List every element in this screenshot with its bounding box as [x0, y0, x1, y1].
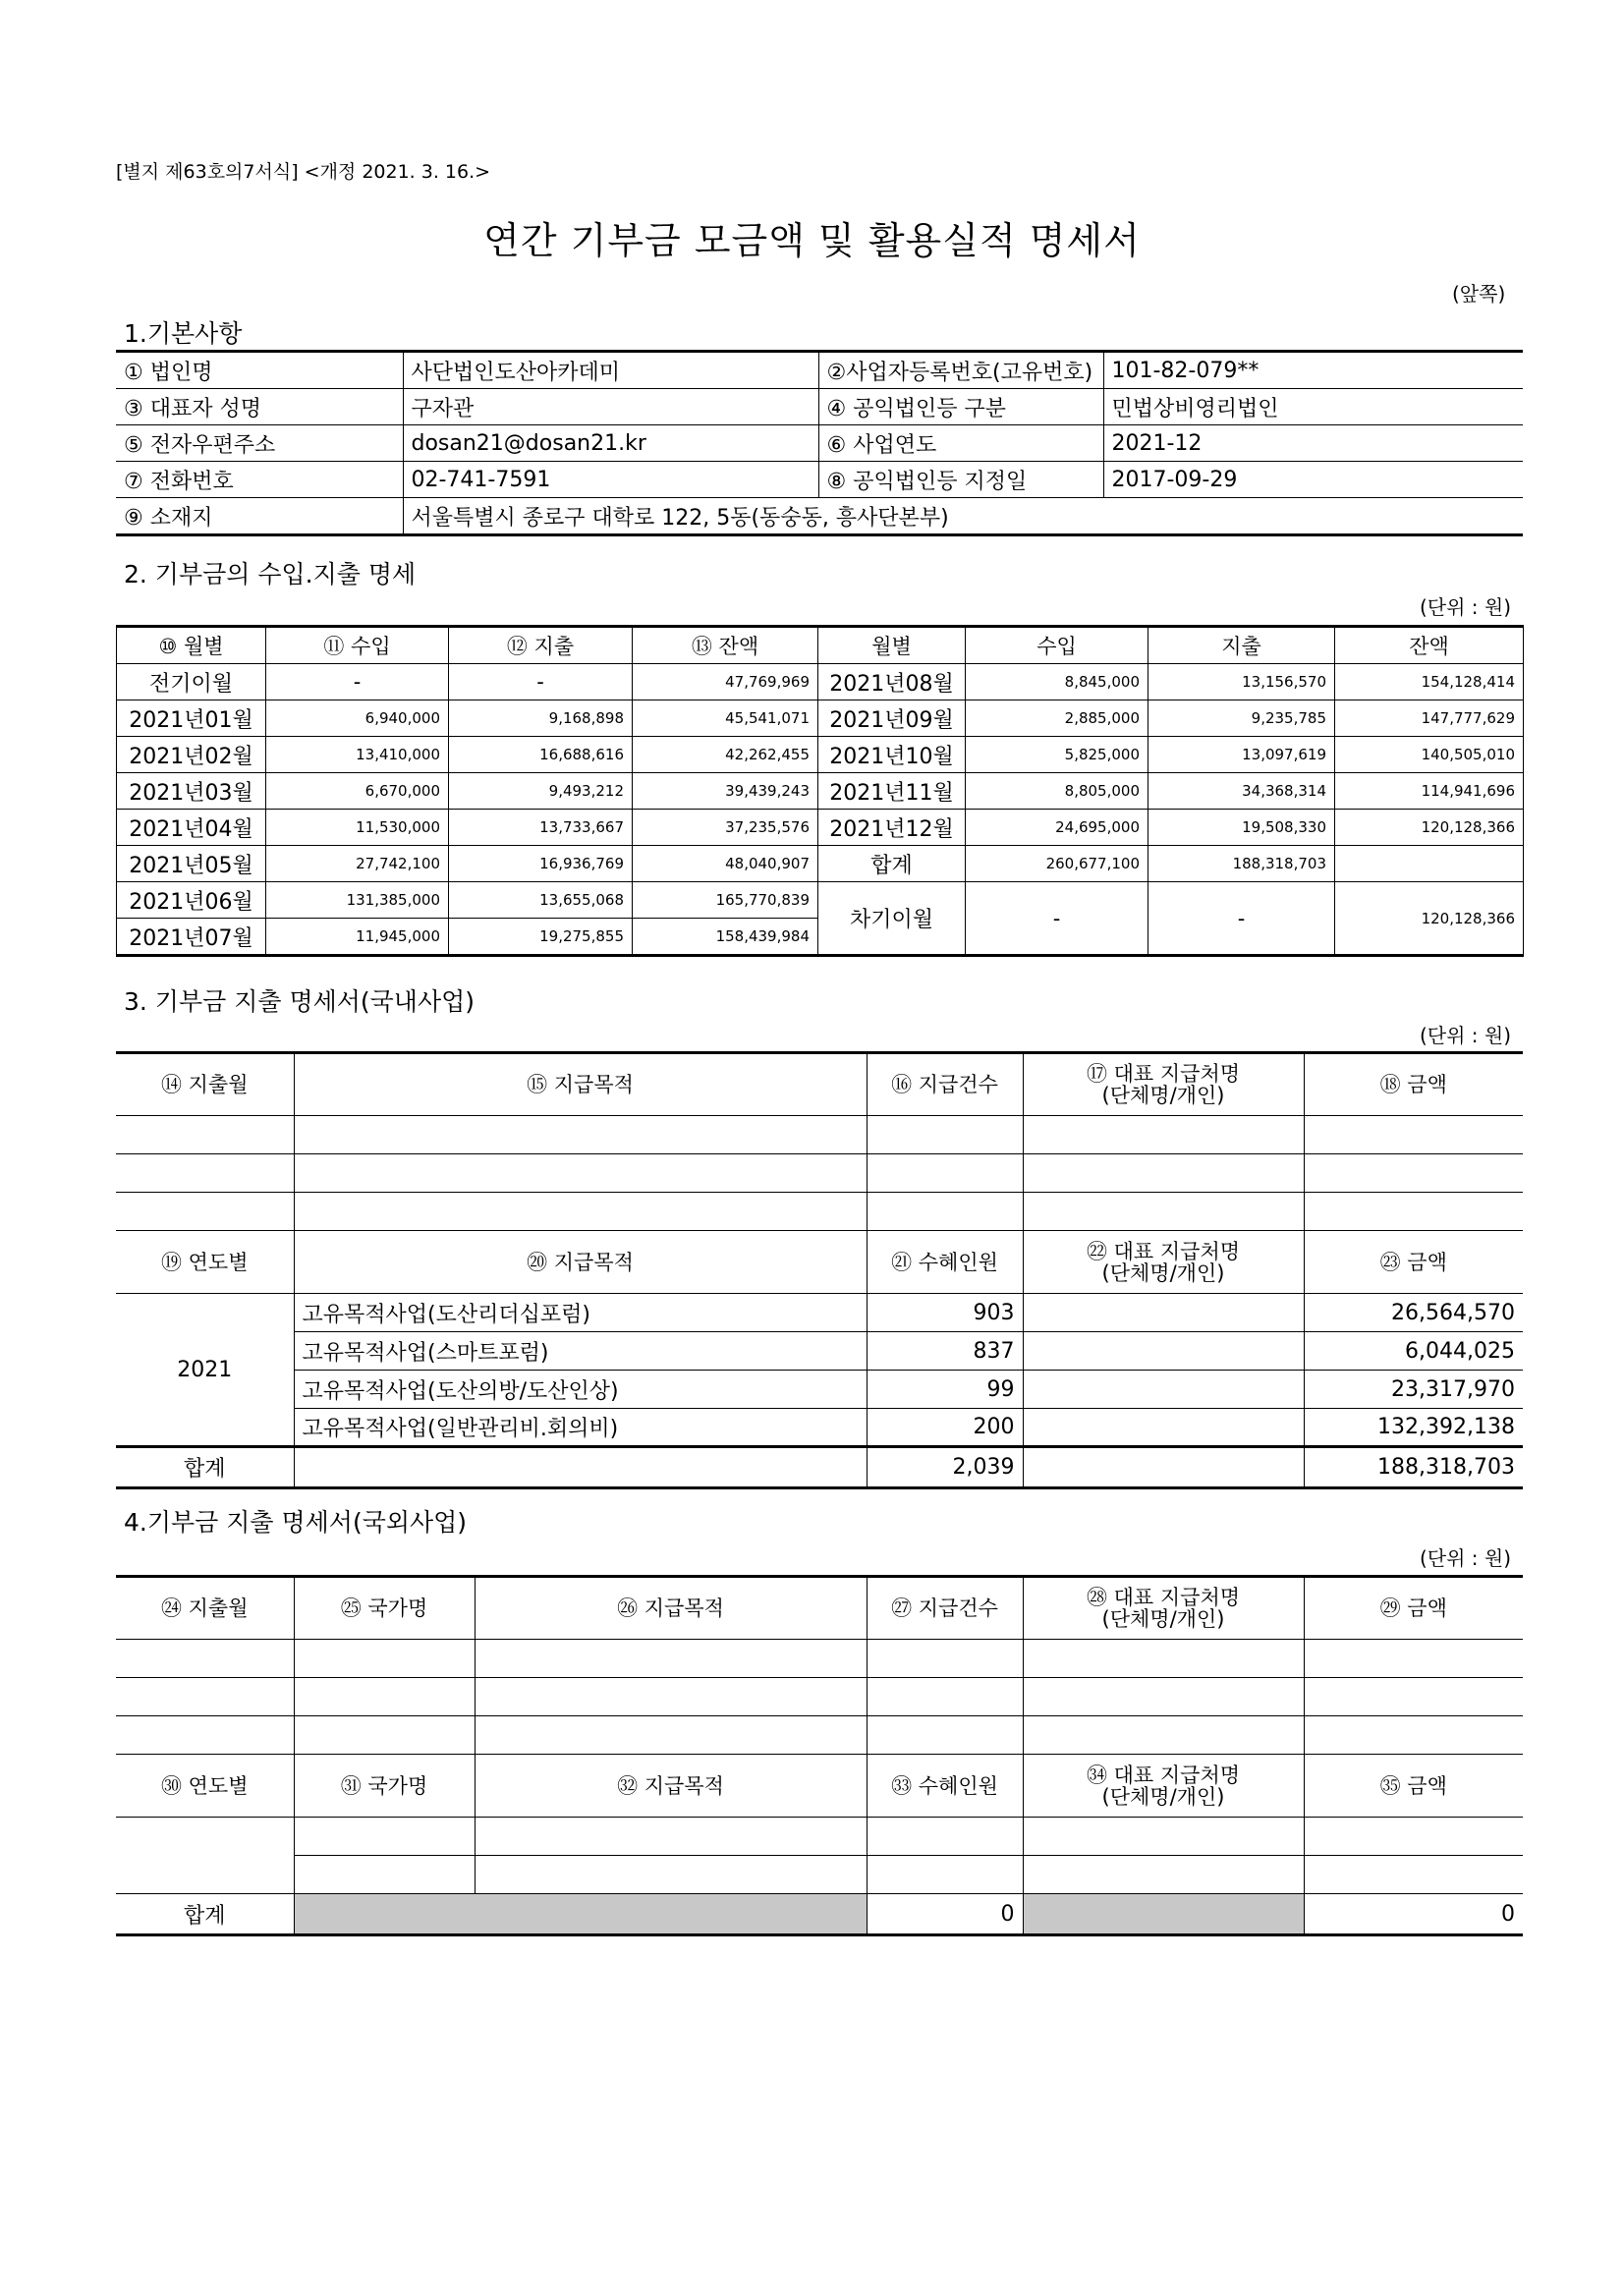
income: 11,945,000 [266, 919, 449, 956]
unit-label: (단위 : 원) [1420, 1546, 1512, 1570]
total-recipient [1023, 1447, 1304, 1488]
month: 2021년09월 [818, 700, 966, 737]
table-row [116, 1371, 1523, 1409]
designated: 2017-09-29 [1103, 462, 1523, 498]
form-number: [별지 제63호의7서식] <개정 2021. 3. 16.> [116, 161, 491, 183]
total-amount: 188,318,703 [1304, 1447, 1523, 1488]
addr-label: ⑨ 소재지 [116, 498, 403, 535]
balance: 158,439,984 [633, 919, 818, 956]
carry-income: - [966, 882, 1148, 956]
header-amount: ⑱ 금액 [1304, 1053, 1523, 1116]
month: 전기이월 [117, 664, 266, 700]
total-amount: 0 [1304, 1894, 1523, 1935]
header-income: ⑪ 수입 [266, 627, 449, 664]
carry-expense: - [1148, 882, 1335, 956]
designated-label: ⑧ 공익법인등 지정일 [818, 462, 1103, 498]
biz-no: 101-82-079** [1103, 352, 1523, 389]
header-country: ㉕ 국가명 [294, 1577, 475, 1640]
month: 2021년03월 [117, 773, 266, 810]
recipient-sub-label-2: (단체명/개인) [1101, 1784, 1225, 1809]
expense: 34,368,314 [1148, 773, 1335, 810]
corp-name-label: ① 법인명 [116, 352, 403, 389]
expense: 9,168,898 [449, 700, 633, 737]
balance: 45,541,071 [633, 700, 818, 737]
recipient-sub-label-2: (단체명/개인) [1101, 1260, 1225, 1285]
email: dosan21@dosan21.kr [403, 425, 818, 462]
expense: 13,655,068 [449, 882, 633, 919]
total-balance [1335, 846, 1524, 882]
table-row [117, 773, 1524, 810]
income: 6,670,000 [266, 773, 449, 810]
table-row [116, 1154, 1523, 1193]
purpose: 고유목적사업(일반관리비.회의비) [294, 1409, 867, 1447]
expense: 13,097,619 [1148, 737, 1335, 773]
header-recipient-2 [1023, 1231, 1304, 1294]
balance: 165,770,839 [633, 882, 818, 919]
table-row [117, 737, 1524, 773]
rep-label: ③ 대표자 성명 [116, 389, 403, 425]
balance: 147,777,629 [1335, 700, 1524, 737]
income-expense-table [116, 625, 1524, 957]
balance: 39,439,243 [633, 773, 818, 810]
recipient-label-2: ㉒ 대표 지급처명 [1086, 1239, 1241, 1263]
total-row [116, 1894, 1523, 1935]
header-country-2: ㉛ 국가명 [294, 1755, 475, 1818]
header-purpose: ⑮ 지급목적 [294, 1053, 867, 1116]
recipient-label: ⑰ 대표 지급처명 [1086, 1062, 1241, 1086]
purpose: 고유목적사업(도산의방/도산인상) [294, 1371, 867, 1409]
header-purpose-2: ㉜ 지급목적 [475, 1755, 867, 1818]
recipient [1023, 1409, 1304, 1447]
recipient-sub-label: (단체명/개인) [1101, 1084, 1225, 1107]
year-cell [116, 1818, 294, 1894]
header-recipient [1023, 1053, 1304, 1116]
total-label: 합계 [116, 1894, 294, 1935]
month: 2021년11월 [818, 773, 966, 810]
month: 2021년04월 [117, 810, 266, 846]
expense: 19,508,330 [1148, 810, 1335, 846]
month: 2021년07월 [117, 919, 266, 956]
header-beneficiaries: ㉑ 수혜인원 [867, 1231, 1023, 1294]
income: 11,530,000 [266, 810, 449, 846]
balance: 42,262,455 [633, 737, 818, 773]
year-cell: 2021 [116, 1294, 294, 1447]
total-income: 260,677,100 [966, 846, 1148, 882]
type-label: ④ 공익법인등 구분 [818, 389, 1103, 425]
total-row [116, 1447, 1523, 1488]
total-label: 합계 [818, 846, 966, 882]
recipient [1023, 1332, 1304, 1371]
type: 민법상비영리법인 [1103, 389, 1523, 425]
amount: 26,564,570 [1304, 1294, 1523, 1332]
total-purpose [294, 1447, 867, 1488]
unit-label: (단위 : 원) [1420, 1024, 1512, 1047]
count: 200 [867, 1409, 1023, 1447]
domestic-expense-table [116, 1051, 1523, 1489]
header-recipient-2 [1023, 1755, 1304, 1818]
amount: 23,317,970 [1304, 1371, 1523, 1409]
balance: 120,128,366 [1335, 810, 1524, 846]
table-row [116, 1409, 1523, 1447]
amount: 132,392,138 [1304, 1409, 1523, 1447]
table-row [116, 1716, 1523, 1755]
year: 2021-12 [1103, 425, 1523, 462]
month: 2021년05월 [117, 846, 266, 882]
income: 8,805,000 [966, 773, 1148, 810]
purpose: 고유목적사업(도산리더십포럼) [294, 1294, 867, 1332]
balance: 140,505,010 [1335, 737, 1524, 773]
header-expense-2: 지출 [1148, 627, 1335, 664]
income: 8,845,000 [966, 664, 1148, 700]
corp-name: 사단법인도산아카데미 [403, 352, 818, 389]
header-purpose-2: ⑳ 지급목적 [294, 1231, 867, 1294]
phone-label: ⑦ 전화번호 [116, 462, 403, 498]
table-row [117, 882, 1524, 919]
basic-info-table [116, 350, 1523, 536]
page-title: 연간 기부금 모금액 및 활용실적 명세서 [483, 219, 1141, 262]
balance: 154,128,414 [1335, 664, 1524, 700]
income: 24,695,000 [966, 810, 1148, 846]
table-row [117, 664, 1524, 700]
table-row [116, 1856, 1523, 1894]
balance: 114,941,696 [1335, 773, 1524, 810]
recipient-label: ㉘ 대표 지급처명 [1086, 1586, 1241, 1609]
expense: 9,493,212 [449, 773, 633, 810]
header-month: ⑩ 월별 [117, 627, 266, 664]
count: 99 [867, 1371, 1023, 1409]
overseas-expense-table [116, 1575, 1523, 1936]
recipient [1023, 1294, 1304, 1332]
table-row [117, 846, 1524, 882]
header-expense-month: ⑭ 지출월 [116, 1053, 294, 1116]
header-amount: ㉙ 금액 [1304, 1577, 1523, 1640]
total-recipient-shaded [1023, 1894, 1304, 1935]
balance: 47,769,969 [633, 664, 818, 700]
unit-label: (단위 : 원) [1420, 595, 1512, 619]
table-row [116, 1678, 1523, 1716]
header-count: ⑯ 지급건수 [867, 1053, 1023, 1116]
total-count: 2,039 [867, 1447, 1023, 1488]
header-balance: ⑬ 잔액 [633, 627, 818, 664]
income: 13,410,000 [266, 737, 449, 773]
header-expense-month: ㉔ 지출월 [116, 1577, 294, 1640]
total-count: 0 [867, 1894, 1023, 1935]
expense: 9,235,785 [1148, 700, 1335, 737]
biz-no-label: ②사업자등록번호(고유번호) [818, 352, 1103, 389]
recipient-sub-label: (단체명/개인) [1101, 1607, 1225, 1631]
income: 6,940,000 [266, 700, 449, 737]
month: 2021년02월 [117, 737, 266, 773]
header-expense: ⑫ 지출 [449, 627, 633, 664]
month: 2021년10월 [818, 737, 966, 773]
header-by-year: ㉚ 연도별 [116, 1755, 294, 1818]
header-amount-2: ㉓ 금액 [1304, 1231, 1523, 1294]
header-by-year: ⑲ 연도별 [116, 1231, 294, 1294]
rep: 구자관 [403, 389, 818, 425]
recipient-label-2: ㉞ 대표 지급처명 [1086, 1763, 1241, 1787]
section-1-heading: 1.기본사항 [124, 319, 243, 348]
expense: 16,688,616 [449, 737, 633, 773]
total-expense: 188,318,703 [1148, 846, 1335, 882]
table-row [117, 810, 1524, 846]
expense: 13,156,570 [1148, 664, 1335, 700]
phone: 02-741-7591 [403, 462, 818, 498]
month: 2021년08월 [818, 664, 966, 700]
income: 5,825,000 [966, 737, 1148, 773]
header-income-2: 수입 [966, 627, 1148, 664]
balance: 37,235,576 [633, 810, 818, 846]
expense: - [449, 664, 633, 700]
table-row [117, 700, 1524, 737]
header-balance-2: 잔액 [1335, 627, 1524, 664]
header-recipient [1023, 1577, 1304, 1640]
expense: 19,275,855 [449, 919, 633, 956]
total-shaded-cell [294, 1894, 867, 1935]
balance: 48,040,907 [633, 846, 818, 882]
front-label: (앞쪽) [1452, 282, 1506, 306]
email-label: ⑤ 전자우편주소 [116, 425, 403, 462]
count: 837 [867, 1332, 1023, 1371]
header-amount-2: ㉟ 금액 [1304, 1755, 1523, 1818]
income: 131,385,000 [266, 882, 449, 919]
section-4-heading: 4.기부금 지출 명세서(국외사업) [124, 1508, 468, 1537]
carry-balance: 120,128,366 [1335, 882, 1524, 956]
income: 27,742,100 [266, 846, 449, 882]
addr: 서울특별시 종로구 대학로 122, 5동(동숭동, 흥사단본부) [403, 498, 1523, 535]
expense: 13,733,667 [449, 810, 633, 846]
carry-label: 차기이월 [818, 882, 966, 956]
month: 2021년06월 [117, 882, 266, 919]
header-purpose: ㉖ 지급목적 [475, 1577, 867, 1640]
header-month-2: 월별 [818, 627, 966, 664]
header-beneficiaries: ㉝ 수혜인원 [867, 1755, 1023, 1818]
month: 2021년12월 [818, 810, 966, 846]
purpose: 고유목적사업(스마트포럼) [294, 1332, 867, 1371]
table-row [116, 1818, 1523, 1856]
table-row [116, 1294, 1523, 1332]
month: 2021년01월 [117, 700, 266, 737]
table-row [116, 1640, 1523, 1678]
amount: 6,044,025 [1304, 1332, 1523, 1371]
year-label: ⑥ 사업연도 [818, 425, 1103, 462]
income: - [266, 664, 449, 700]
expense: 16,936,769 [449, 846, 633, 882]
section-2-heading: 2. 기부금의 수입.지출 명세 [124, 560, 417, 588]
table-row [116, 1116, 1523, 1154]
table-row [116, 1193, 1523, 1231]
total-label: 합계 [116, 1447, 294, 1488]
count: 903 [867, 1294, 1023, 1332]
recipient [1023, 1371, 1304, 1409]
section-3-heading: 3. 기부금 지출 명세서(국내사업) [124, 987, 476, 1016]
table-row [116, 1332, 1523, 1371]
header-count: ㉗ 지급건수 [867, 1577, 1023, 1640]
income: 2,885,000 [966, 700, 1148, 737]
